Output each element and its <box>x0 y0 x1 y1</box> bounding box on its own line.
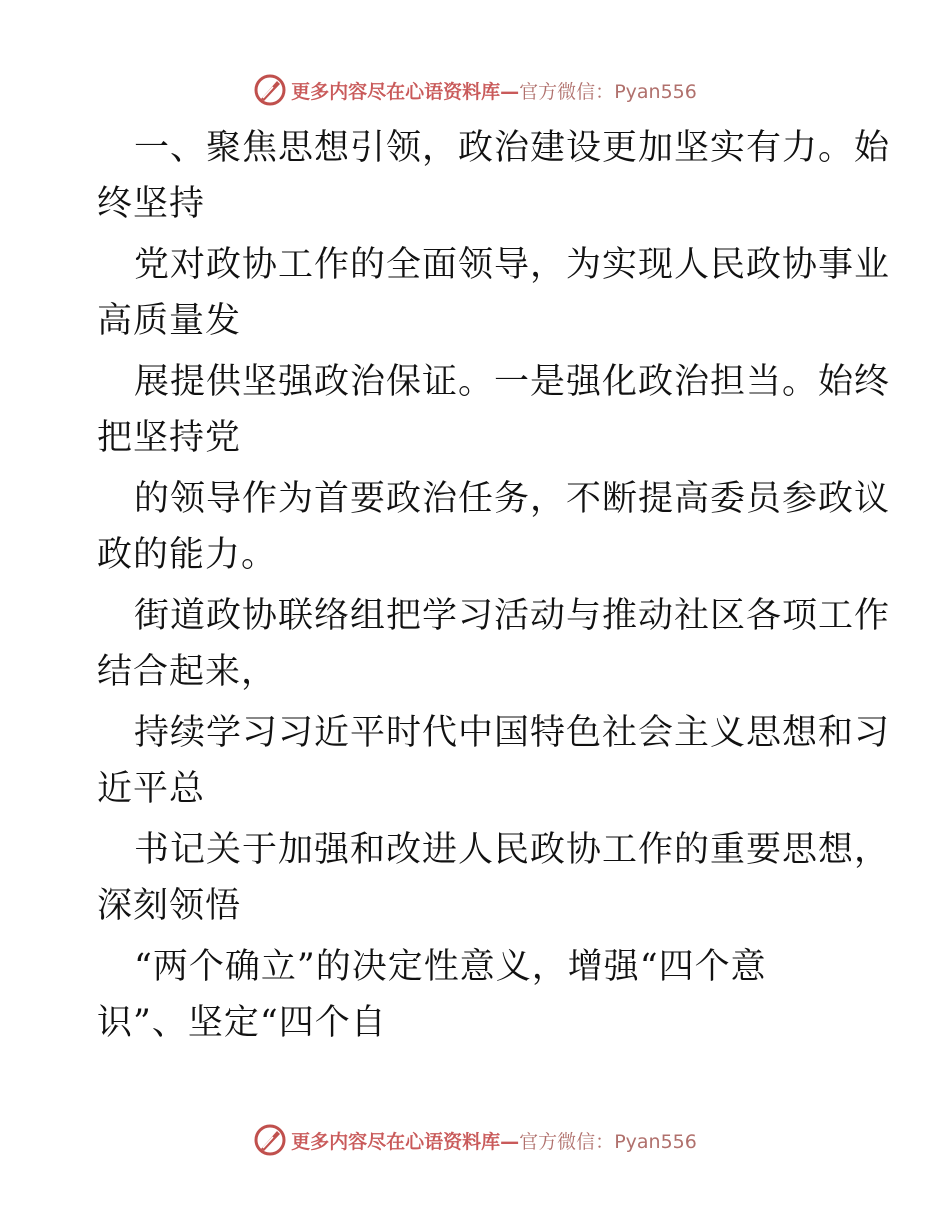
body-line: 深刻领悟 <box>97 886 242 926</box>
body-line: 持续学习习近平时代中国特色社会主义思想和习 <box>134 713 891 753</box>
body-line: “两个确立”的决定性意义，增强“四个意 <box>134 947 767 987</box>
body-line: 把坚持党 <box>97 418 242 458</box>
body-line: 终坚持 <box>97 184 206 224</box>
footer-watermark-text: 更多内容尽在心语资料库—官方微信：Pyan556 <box>291 1130 697 1153</box>
body-line: 的领导作为首要政治任务，不断提高委员参政议 <box>134 479 891 519</box>
body-line: 书记关于加强和改进人民政协工作的重要思想， <box>134 830 891 870</box>
quill-logo-icon <box>253 1123 287 1157</box>
body-line: 近平总 <box>97 769 206 809</box>
body-line: 识”、坚定“四个自 <box>97 1003 387 1043</box>
body-line: 街道政协联络组把学习活动与推动社区各项工作 <box>134 596 891 636</box>
body-line: 结合起来， <box>97 652 278 692</box>
body-line: 一、聚焦思想引领，政治建设更加坚实有力。始 <box>134 128 891 168</box>
body-line: 高质量发 <box>97 301 242 341</box>
footer-watermark <box>0 1120 950 1160</box>
header-watermark-text: 更多内容尽在心语资料库—官方微信：Pyan556 <box>291 80 697 103</box>
body-line: 党对政协工作的全面领导，为实现人民政协事业 <box>134 245 891 285</box>
body-line: 展提供坚强政治保证。一是强化政治担当。始终 <box>134 362 891 402</box>
body-line: 政的能力。 <box>97 535 278 575</box>
